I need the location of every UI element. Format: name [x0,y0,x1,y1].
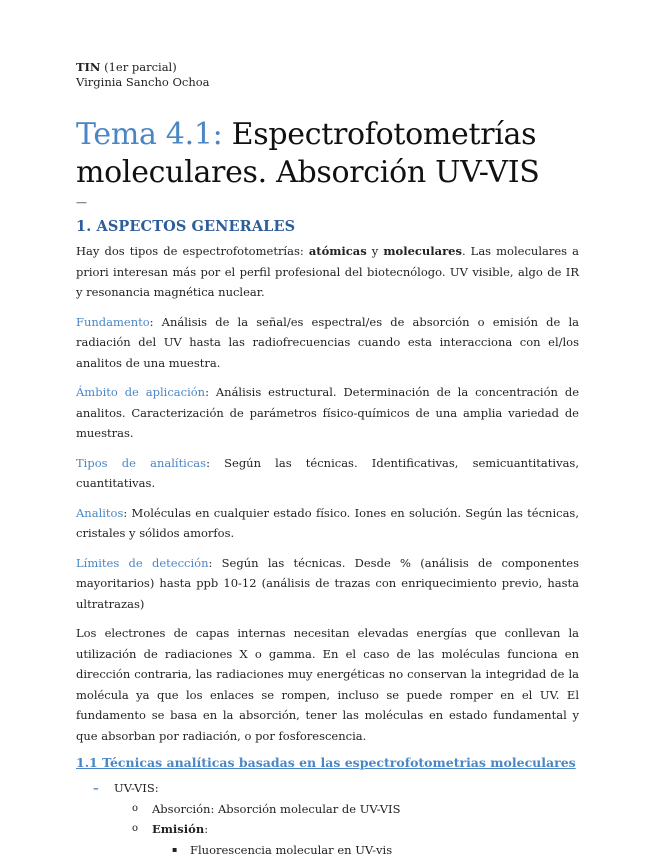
electrones-paragraph: Los electrones de capas internas necesitan elevadas energías que conllevan la utilización de radiaciones X o gamma. En el caso de las moléculas funciona en dirección contraria, las radiaciones muy energéticas no conservan la integridad de la molécula ya que los enlaces se rompen, incluso se puede romper en el UV. El fundamento se basa en la absorción, tener las moléculas en estado fundamental y que absorban por radiación, o por fosforescencia. [76,623,579,746]
intro-bold-atomicas: atómicas [309,244,367,258]
list-item-uvvis [76,778,579,799]
list-item-text: UV-VIS: [114,781,159,795]
fundamento-paragraph [76,312,579,374]
limites-paragraph [76,553,579,615]
analitos-label: Analitos [76,506,123,520]
ambito-paragraph [76,382,579,444]
limites-text: : Según las técnicas. Desde % (análisis de componentes mayoritarios) hasta ppb 10-12 (análisis de trazas con enriquecimiento previo, hasta ultratrazas) [76,556,579,611]
list-item-text: Fluorescencia molecular en UV-vis [190,843,392,857]
square-bullet-icon: ▪ [172,840,177,860]
list-item-text: Absorción: Absorción molecular de UV-VIS [152,802,400,816]
subsection-heading-tecnicas: 1.1 Técnicas analíticas basadas en las espectrofotometrias moleculares [76,755,579,770]
page-title [76,116,579,192]
tipos-label: Tipos de analíticas [76,456,206,470]
intro-bold-moleculares: moleculares [383,244,462,258]
list-item-suffix: : [204,822,208,836]
course-code: TIN [76,60,100,74]
list-item-emision [76,819,579,840]
title-rule: — [76,196,579,210]
course-line [76,60,579,75]
section-heading-aspectos: 1. ASPECTOS GENERALES [76,218,579,235]
intro-text-3: . Las moleculares a priori interesan más por el perfil profesional del biotecnólogo. UV visible, algo de IR y resonancia magnética nuclear. [76,244,579,299]
document-header [76,60,579,90]
course-term: (1er parcial) [100,60,176,74]
intro-paragraph [76,241,579,303]
intro-text-2: y [367,244,384,258]
circle-bullet-icon: o [132,819,138,840]
list-item-bold-text: Emisión [152,822,204,836]
tipos-paragraph [76,453,579,494]
circle-bullet-icon: o [132,799,138,820]
intro-text-1: Hay dos tipos de espectrofotometrías: [76,244,309,258]
fundamento-label: Fundamento [76,315,150,329]
analitos-text: : Moléculas en cualquier estado físico. Iones en solución. Según las técnicas, cristales y sólidos amorfos. [76,506,579,541]
limites-label: Límites de detección [76,556,208,570]
ambito-label: Ámbito de aplicación [76,385,205,399]
analitos-paragraph [76,503,579,544]
author-name: Virginia Sancho Ochoa [76,75,579,90]
ambito-text: : Análisis estructural. Determinación de la concentración de analitos. Caracterización de parámetros físico-químicos de una amplia variedad de muestras. [76,385,579,440]
title-text: Espectrofotometrías moleculares. Absorción UV-VIS [76,117,540,190]
dash-bullet-icon: – [93,778,99,799]
list-item-absorcion [76,799,579,820]
fundamento-text: : Análisis de la señal/es espectral/es de absorción o emisión de la radiación del UV hasta las radiofrecuencias cuando esta interacciona con el/los analitos de una muestra. [76,315,579,370]
title-prefix: Tema 4.1: [76,117,222,152]
tipos-text: : Según las técnicas. Identificativas, semicuantitativas, cuantitativas. [76,456,579,491]
list-item-fluorescencia [76,840,579,860]
